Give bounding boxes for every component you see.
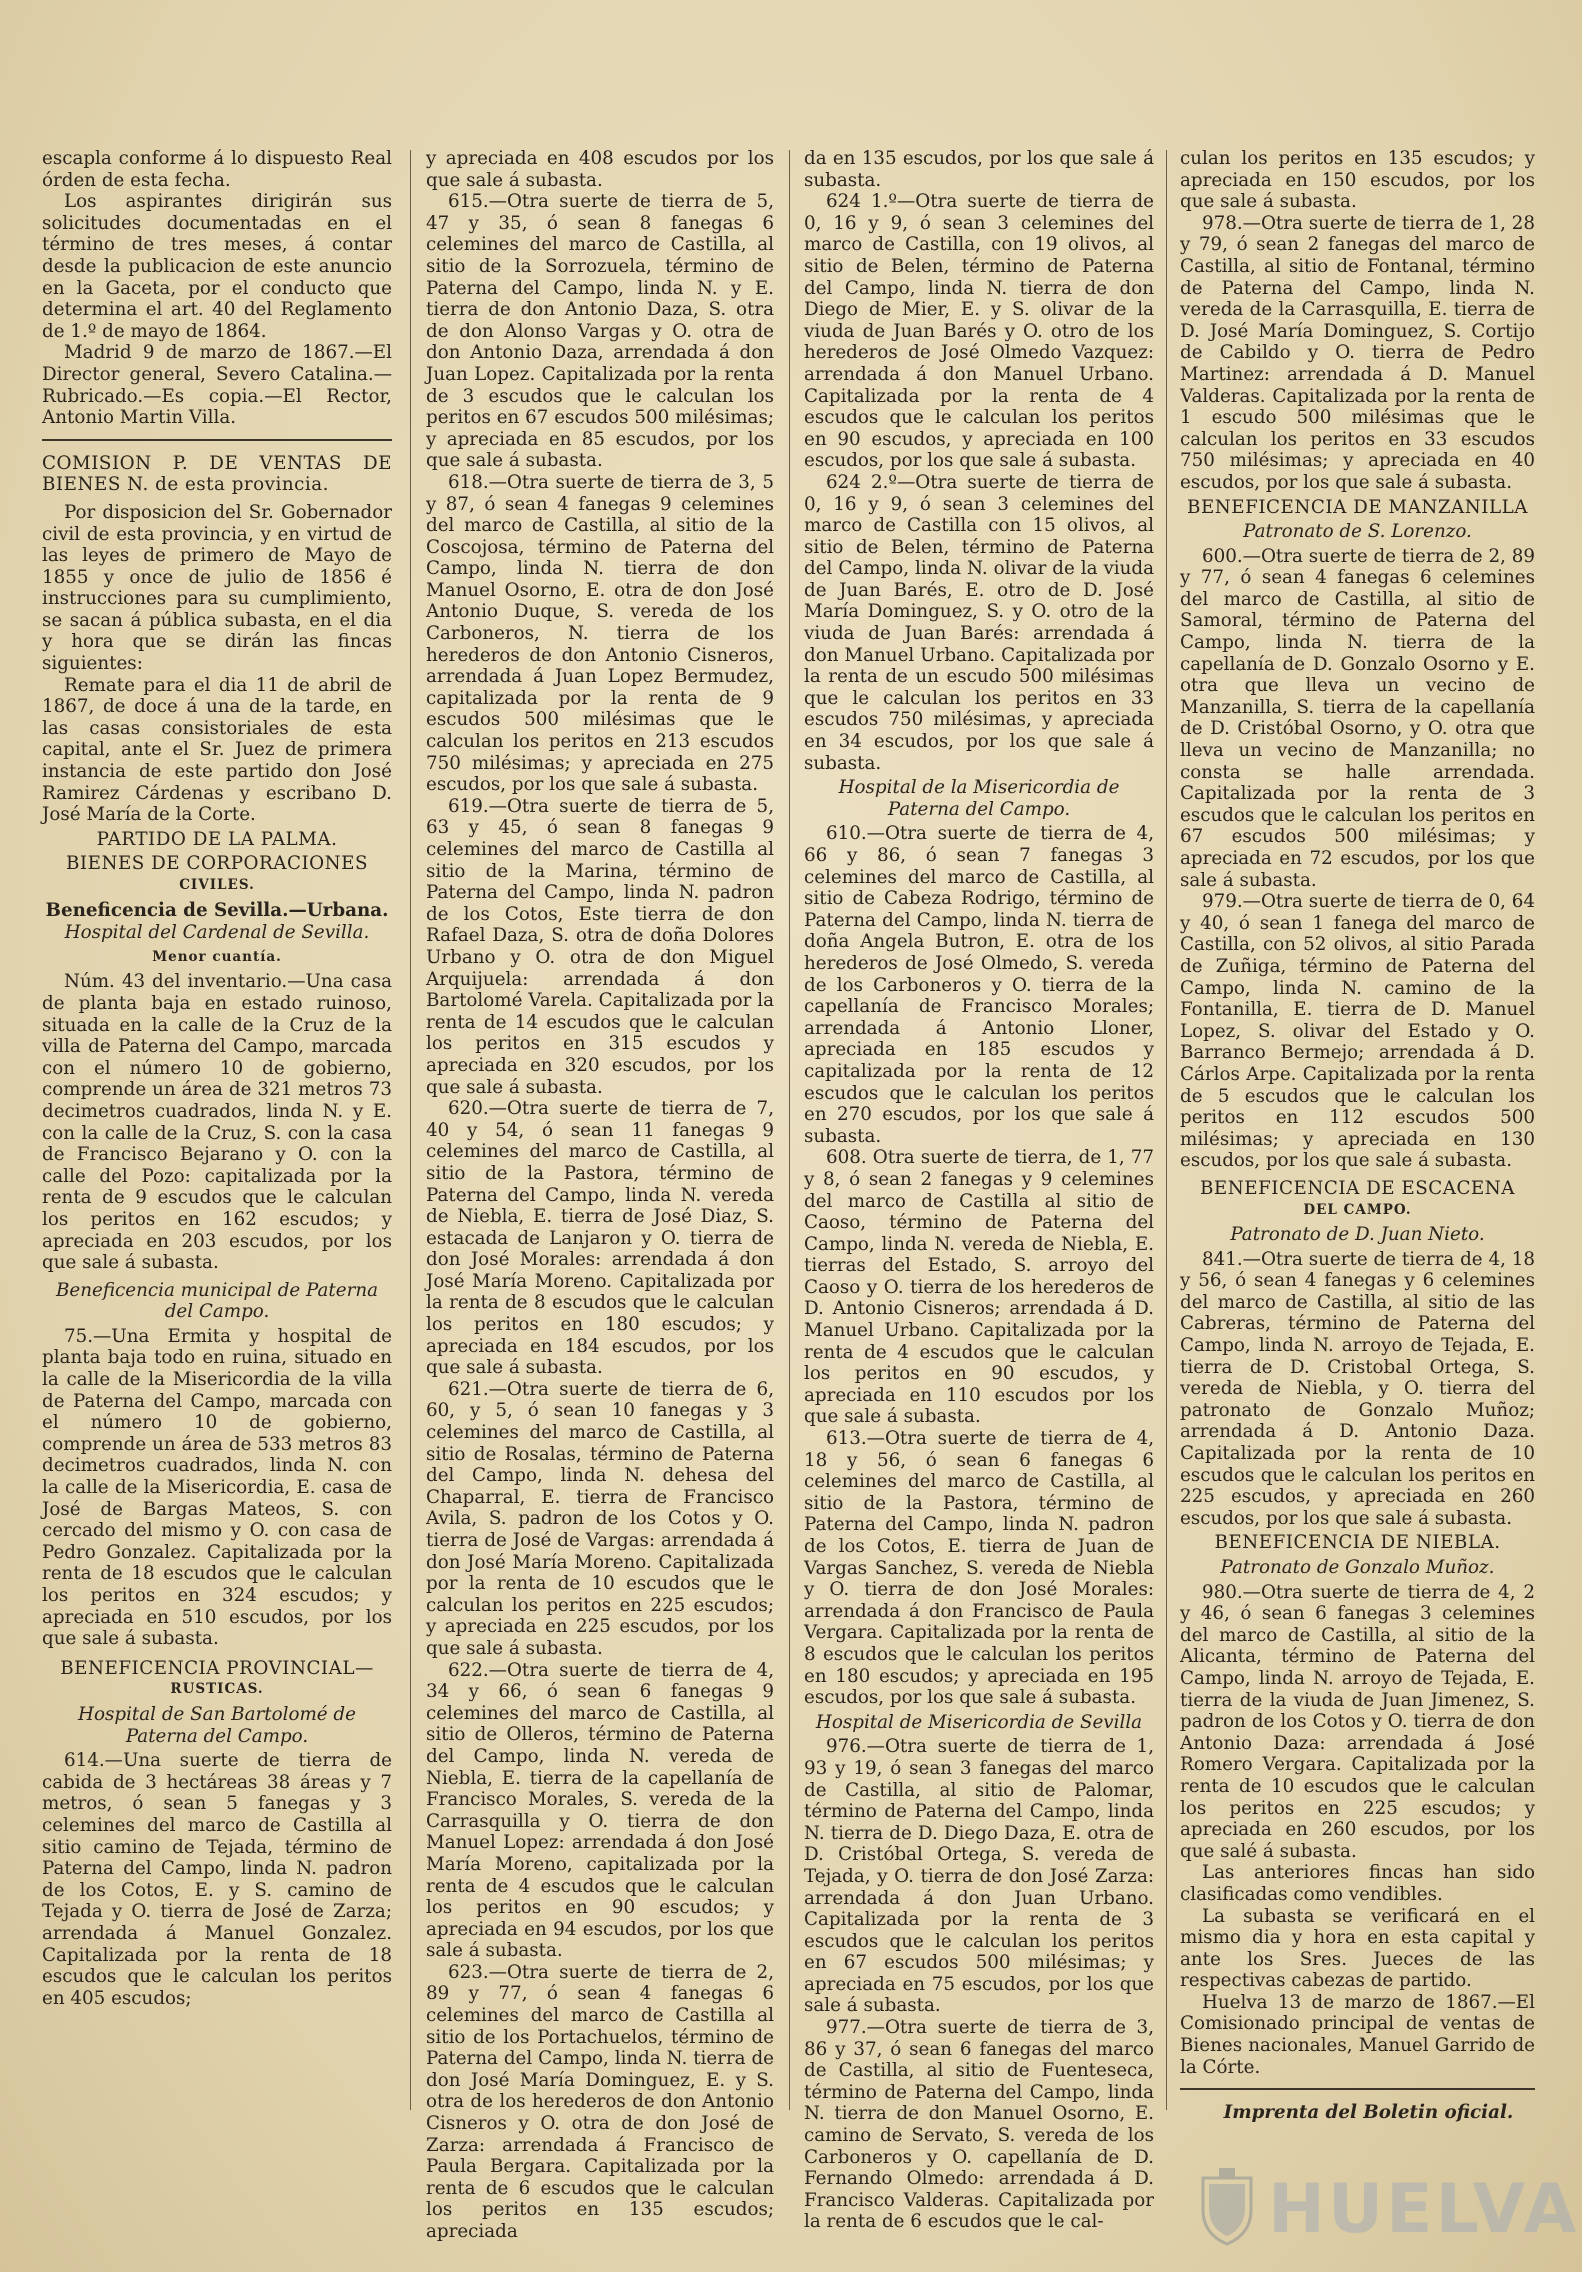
text-paragraph: 980.—Otra suerte de tierra de 4, 2 y 46, ó sean 6 fanegas 3 celemines del marco de Castilla, al sitio de la Alicanta, término de Paterna del Campo, linda N. arroyo de Tejada, E. tierra de la viuda de Juan Jimenez, S. padron de los Cotos y O. tierra de don Antonio Daza: arrendada á José Romero Vergara. Capitalizada por la renta de 10 escudos que le calculan los peritos en 225 escudos; y apreciada en 260 escudos, por los que salé á subasta. bbox=[1180, 1581, 1535, 1862]
section-subheading: Hospital de Misericordia de Sevilla bbox=[815, 1711, 1143, 1733]
text-paragraph: da en 135 escudos, por los que sale á subasta. bbox=[804, 148, 1154, 191]
coat-of-arms-icon bbox=[1197, 2168, 1257, 2246]
text-paragraph: Los aspirantes dirigirán sus solicitudes documentadas en el término de tres meses, á contar desde la publicacion de este anuncio en la Gaceta, por el conducto que determina el art. 40 del Reglamento de 1.º de mayo de 1864. bbox=[42, 191, 392, 342]
section-subheading: Patronato de S. Lorenzo. bbox=[1243, 521, 1472, 543]
text-paragraph: La subasta se verificará en el mismo dia y hora en esta capital y ante los Sres. Jueces de las respectivas cabezas de partido. bbox=[1180, 1905, 1535, 1992]
section-heading: COMISION P. DE VENTAS DE BIENES N. de esta provincia. bbox=[42, 452, 392, 496]
imprint-line: Imprenta del Boletin oficial. bbox=[1223, 2102, 1514, 2124]
section-subheading: DEL CAMPO. bbox=[1303, 1201, 1412, 1218]
text-paragraph: 613.—Otra suerte de tierra de 4, 18 y 56, ó sean 6 fanegas 6 celemines del marco de Castilla, al sitio de la Pastora, término de Paterna del Campo, linda N. padron de los Cotos, E. tierra de Juan de Vargas Sanchez, S. vereda de Niebla y O. tierra de don José Morales: arrendada á don Francisco de Paula Vergara. Capitalizada por la renta de 8 escudos que le calculan los peritos en 180 escudos; y apreciada en 195 escudos, por los que sale á subasta. bbox=[804, 1428, 1154, 1709]
text-paragraph: 608. Otra suerte de tierra, de 1, 77 y 8, ó sean 2 fanegas y 9 celemines del marco de Castilla al sitio de Caoso, término de Paterna del Campo, linda N. vereda de Niebla, E. tierras del Estado, S. arroyo del Caoso y O. tierra de los herederos de D. Antonio Cisneros; arrendada á D. Manuel Urbano. Capitalizada por la renta de 4 escudos que le calculan los peritos en 90 escudos, y apreciada en 110 escudos por los que sale á subasta. bbox=[804, 1147, 1154, 1428]
column-4 bbox=[1180, 148, 1535, 2124]
section-subheading: RUSTICAS. bbox=[170, 1681, 264, 1698]
text-paragraph: 621.—Otra suerte de tierra de 6, 60, y 5, ó sean 10 fanegas y 3 celemines del marco de Castilla, al sitio de Rosalas, término de Paterna del Campo, linda N. dehesa del Chaparral, E. tierra de Francisco Avila, S. padron de los Cotos y O. tierra de José de Vargas: arrendada á don José María Moreno. Capitalizada por la renta de 10 escudos que le calculan los peritos en 225 escudos; y apreciada en 225 escudos, por los que sale á subasta. bbox=[426, 1378, 774, 1659]
text-paragraph: 841.—Otra suerte de tierra de 4, 18 y 56, ó sean 4 fanegas y 6 celemines del marco de Castilla, al sitio de las Cabreras, término de Paterna del Campo, linda N. arroyo de Tejada, E. tierra de D. Cristobal Ortega, S. vereda de Niebla, y O. tierra del patronato de Gonzalo Muñoz; arrendada á D. Antonio Daza. Capitalizada por la renta de 10 escudos que le calculan los peritos en 225 escudos, y apreciada en 260 escudos, por los que sale á subasta. bbox=[1180, 1248, 1535, 1529]
text-paragraph: 622.—Otra suerte de tierra de 4, 34 y 66, ó sean 6 fanegas 9 celemines del marco de Castilla, al sitio de Olleros, término de Paterna del Campo, linda N. vereda de Niebla, E. tierra de la capellanía de Francisco Morales, S. vereda de la Carrasquilla y O. tierra de don Manuel Lopez: arrendada á don José María Moreno, capitalizada por la renta de 4 escudos que le calculan los peritos en 90 escudos; y apreciada en 94 escudos, por los que sale á subasta. bbox=[426, 1659, 774, 1962]
section-heading: BIENES DE CORPORACIONES bbox=[65, 853, 369, 875]
text-paragraph: y apreciada en 408 escudos por los que sale á subasta. bbox=[426, 148, 774, 191]
column-rule-1 bbox=[410, 150, 411, 2110]
section-subheading: Hospital de la Misericordia de Paterna del Campo. bbox=[838, 777, 1120, 820]
text-paragraph: 610.—Otra suerte de tierra de 4, 66 y 86, ó sean 7 fanegas 3 celemines del marco de Castilla, al sitio de Cabeza Rodrigo, término de Paterna del Campo, linda N. tierra de doña Angela Butron, E. otra de los herederos de José Olmedo, S. vereda de los Carboneros y O. tierra de la capellanía de Francisco Morales; arrendada á Antonio Lloner, apreciada en 185 escudos y capitalizada por la renta de 12 escudos que le calculan los peritos en 270 escudos, por los que sale á subasta. bbox=[804, 823, 1154, 1147]
text-paragraph: Por disposicion del Sr. Gobernador civil de esta provincia, y en virtud de las leyes de primero de Mayo de 1855 y once de julio de 1856 é instrucciones para su cumplimiento, se sacan á pública subasta, en el dia y hora que se dirán las fincas siguientes: bbox=[42, 501, 392, 675]
text-paragraph: 620.—Otra suerte de tierra de 7, 40 y 54, ó sean 11 fanegas 9 celemines del marco de Castilla, al sitio de la Pastora, término de Paterna del Campo, linda N. vereda de Niebla, E. tierra de José Diaz, S. estacada de Lanjaron y O. tierra de don José Morales: arrendada á don José María Moreno. Capitalizada por la renta de 8 escudos que le calculan los peritos en 180 escudos; y apreciada en 184 escudos, por los que sale á subasta. bbox=[426, 1098, 774, 1379]
section-subheading: Patronato de D. Juan Nieto. bbox=[1230, 1224, 1485, 1246]
text-paragraph: culan los peritos en 135 escudos; y apreciada en 150 escudos, por los que sale á subasta. bbox=[1180, 148, 1535, 213]
section-subheading: Beneficencia municipal de Paterna del Campo. bbox=[55, 1279, 379, 1323]
column-rule-2 bbox=[789, 150, 790, 2110]
column-1 bbox=[42, 148, 392, 2118]
section-heading: BENEFICENCIA PROVINCIAL— bbox=[60, 1657, 374, 1679]
text-paragraph: 615.—Otra suerte de tierra de 5, 47 y 35, ó sean 8 fanegas 6 celemines del marco de Castilla, al sitio de la Sorrozuela, término de Paterna del Campo, linda N. y E. tierra de don Antonio Daza, S. otra de don Alonso Vargas y O. otra de don Antonio Daza, arrendada á don Juan Lopez. Capitalizada por la renta de 3 escudos que le calculan los peritos en 67 escudos 500 milésimas; y apreciada en 85 escudos, por los que sale á subasta. bbox=[426, 191, 774, 472]
section-subheading: Hospital de San Bartolomé de Paterna del Campo. bbox=[78, 1703, 356, 1747]
text-paragraph: Núm. 43 del inventario.—Una casa de planta baja en estado ruinoso, situada en la calle de la Cruz de la villa de Paterna del Campo, marcada con el número 10 de gobierno, comprende un área de 321 metros 73 decimetros cuadrados, linda N. y E. con la calle de la Cruz, S. con la casa de Francisco Bejarano y O. con la calle del Pozo: capitalizada por la renta de 9 escudos que le calculan los peritos en 162 escudos; y apreciada en 203 escudos, por los que sale á subasta. bbox=[42, 971, 392, 1274]
text-paragraph: 75.—Una Ermita y hospital de planta baja todo en ruina, situado en la calle de la Misericordia de la villa de Paterna del Campo, marcada con el número 10 de gobierno, comprende un área de 533 metros 83 decimetros cuadrados, linda N. con la calle de la Misericordia, E. casa de José de Bargas Mateos, S. con cercado del mismo y O. con casa de Pedro Gonzalez. Capitalizada por la renta de 18 escudos que le calculan los peritos en 324 escudos; y apreciada en 510 escudos, por los que sale á subasta. bbox=[42, 1325, 392, 1650]
text-paragraph: 977.—Otra suerte de tierra de 3, 86 y 37, ó sean 6 fanegas del marco de Castilla, al sitio de Fuenteseca, término de Paterna del Campo, linda N. tierra de don Manuel Osorno, E. camino de Servato, S. vereda de los Carboneros y O. capellanía de D. Fernando Olmedo: arrendada á D. Francisco Valderas. Capitalizada por la renta de 6 escudos que le cal- bbox=[804, 2017, 1154, 2233]
section-subheading: Menor cuantía. bbox=[152, 948, 282, 965]
section-subheading: Patronato de Gonzalo Muñoz. bbox=[1220, 1557, 1495, 1578]
text-paragraph: 624 1.º—Otra suerte de tierra de 0, 16 y 9, ó sean 3 celemines del marco de Castilla, con 19 olivos, al sitio de Belen, término de Paterna del Campo, linda N. tierra de don Diego de Mier, E. y S. olivar de la viuda de Juan Barés y O. otro de los herederos de José Olmedo Vazquez: arrendada á don Manuel Urbano. Capitalizada por la renta de 4 escudos que le calculan los peritos en 90 escudos, y apreciada en 100 escudos, por los que sale á subasta. bbox=[804, 191, 1154, 472]
text-paragraph: 618.—Otra suerte de tierra de 3, 5 y 87, ó sean 4 fanegas 9 celemines del marco de Castilla, al sitio de la Coscojosa, término de Paterna del Campo, linda N. tierra de don Manuel Osorno, E. otra de don José Antonio Duque, S. vereda de los Carboneros, N. tierra de los herederos de don Antonio Cisneros, arrendada á Juan Lopez Bermudez, capitalizada por la renta de 9 escudos 500 milésimas que le calculan los peritos en 213 escudos 750 milésimas; y apreciada en 275 escudos, por los que sale á subasta. bbox=[426, 471, 774, 796]
section-subheading: Hospital del Cardenal de Sevilla. bbox=[64, 922, 370, 944]
column-rule-3 bbox=[1166, 150, 1167, 2110]
section-divider bbox=[42, 439, 392, 441]
section-heading: Beneficencia de Sevilla.—Urbana. bbox=[45, 899, 389, 921]
section-heading: PARTIDO DE LA PALMA. bbox=[96, 828, 338, 850]
column-2 bbox=[426, 148, 774, 2242]
text-paragraph: escapla conforme á lo dispuesto Real órden de esta fecha. bbox=[42, 148, 392, 191]
signature-paragraph: Huelva 13 de marzo de 1867.—El Comisionado principal de ventas de Bienes nacionales, Manuel Garrido de la Córte. bbox=[1180, 1991, 1535, 2078]
text-paragraph: Las anteriores fincas han sido clasificadas como vendibles. bbox=[1180, 1862, 1535, 1905]
section-heading: BENEFICENCIA DE ESCACENA bbox=[1200, 1177, 1515, 1199]
text-paragraph: 624 2.º—Otra suerte de tierra de 0, 16 y 9, ó sean 3 celemines del marco de Castilla con 15 olivos, al sitio de Belen, término de Paterna del Campo, linda N. olivar de la viuda de Juan Barés, E. otro de D. José María Dominguez, S. y O. otro de la viuda de Juan Barés: arrendada á don Manuel Urbano. Capitalizada por la renta de un escudo 500 milésimas que le calculan los peritos en 33 escudos 750 milésimas, y apreciada en 34 escudos, por los que sale á subasta. bbox=[804, 471, 1154, 774]
text-paragraph: 979.—Otra suerte de tierra de 0, 64 y 40, ó sean 1 fanega del marco de Castilla, con 52 olivos, al sitio Parada de Zuñiga, término de Paterna del Campo, linda N. camino de la Fontanilla, E. tierra de D. Manuel Lopez, S. olivar del Estado y O. Barranco Bermejo; arrendada á D. Cárlos Arpe. Capitalizada por la renta de 5 escudos que le calculan los peritos en 112 escudos 500 milésimas; y apreciada en 130 escudos, por los que sale á subasta. bbox=[1180, 891, 1535, 1172]
section-divider bbox=[1180, 2088, 1535, 2090]
signature-paragraph: Madrid 9 de marzo de 1867.—El Director general, Severo Catalina.—Rubricado.—Es copia.—El Rector, Antonio Martin Villa. bbox=[42, 342, 392, 429]
section-subheading: CIVILES. bbox=[179, 877, 255, 893]
text-paragraph: 619.—Otra suerte de tierra de 5, 63 y 45, ó sean 8 fanegas 9 celemines del marco de Castilla al sitio de la Marina, término de Paterna del Campo, linda N. padron de los Cotos, Este tierra de don Rafael Daza, S. otra de doña Dolores Urbano y O. otra de don Miguel Arquijuela: arrendada á don Bartolomé Varela. Capitalizada por la renta de 14 escudos que le calculan los peritos en 315 escudos y apreciada en 320 escudos, por los que sale á subasta. bbox=[426, 795, 774, 1098]
text-paragraph: 600.—Otra suerte de tierra de 2, 89 y 77, ó sean 4 fanegas 6 celemines del marco de Castilla, al sitio de Samoral, término de Paterna del Campo, linda N. tierra de la capellanía de D. Gonzalo Osorno y E. otra que lleva un vecino de Manzanilla, S. tierra de la capellanía de D. Cristóbal Osorno, y O. otra que lleva un vecino de Manzanilla; no consta se halle arrendada. Capitalizada por la renta de 3 escudos que le calculan los peritos en 67 escudos 500 milésimas; y apreciada en 72 escudos, por los que sale á subasta. bbox=[1180, 545, 1535, 891]
text-paragraph: 978.—Otra suerte de tierra de 1, 28 y 79, ó sean 2 fanegas del marco de Castilla, al sitio de Fontanal, término de Paterna del Campo, linda N. vereda de la Carrasquilla, E. tierra de D. José María Dominguez, S. Cortijo de Cabildo y O. tierra de Pedro Martinez: arrendada á D. Manuel Valderas. Capitalizada por la renta de 1 escudo 500 milésimas que le calculan los peritos en 33 escudos 750 milésimas; y apreciada en 40 escudos, por los que sale á subasta. bbox=[1180, 212, 1535, 493]
text-paragraph: 623.—Otra suerte de tierra de 2, 89 y 77, ó sean 4 fanegas 6 celemines del marco de Castilla al sitio de los Portachuelos, término de Paterna del Campo, linda N. tierra de don José María Dominguez, E. y S. otra de los herederos de don Antonio Cisneros y O. otra de don José de Zarza: arrendada á Francisco de Paula Bergara. Capitalizada por la renta de 6 escudos que le calculan los peritos en 135 escudos; apreciada bbox=[426, 1961, 774, 2242]
archive-watermark: HUELVA bbox=[1268, 2170, 1580, 2249]
column-3 bbox=[804, 148, 1154, 2233]
section-heading: BENEFICENCIA DE MANZANILLA bbox=[1187, 496, 1528, 518]
section-heading: BENEFICENCIA DE NIEBLA. bbox=[1214, 1532, 1501, 1554]
text-paragraph: 614.—Una suerte de tierra de cabida de 3 hectáreas 38 áreas y 7 metros, ó sean 5 fanegas y 3 celemines del marco de Castilla al sitio camino de Tejada, término de Paterna del Campo, linda N. padron de los Cotos, E. y S. camino de Tejada y O. tierra de José de Zarza; arrendada á Manuel Gonzalez. Capitalizada por la renta de 18 escudos que le calculan los peritos en 405 escudos; bbox=[42, 1750, 392, 2009]
text-paragraph: Remate para el dia 11 de abril de 1867, de doce á una de la tarde, en las casas consistoriales de esta capital, ante el Sr. Juez de primera instancia de este partido don José Ramirez Cárdenas y escribano D. José María de la Corte. bbox=[42, 674, 392, 826]
text-paragraph: 976.—Otra suerte de tierra de 1, 93 y 19, ó sean 3 fanegas del marco de Castilla, al sitio de Palomar, término de Paterna del Campo, linda N. tierra de D. Diego Daza, E. otra de D. Cristóbal Ortega, S. vereda de Tejada, y O. tierra de don José Zarza: arrendada á don Juan Urbano. Capitalizada por la renta de 3 escudos que le calculan los peritos en 67 escudos 500 milésimas; y apreciada en 75 escudos, por los que sale á subasta. bbox=[804, 1736, 1154, 2017]
